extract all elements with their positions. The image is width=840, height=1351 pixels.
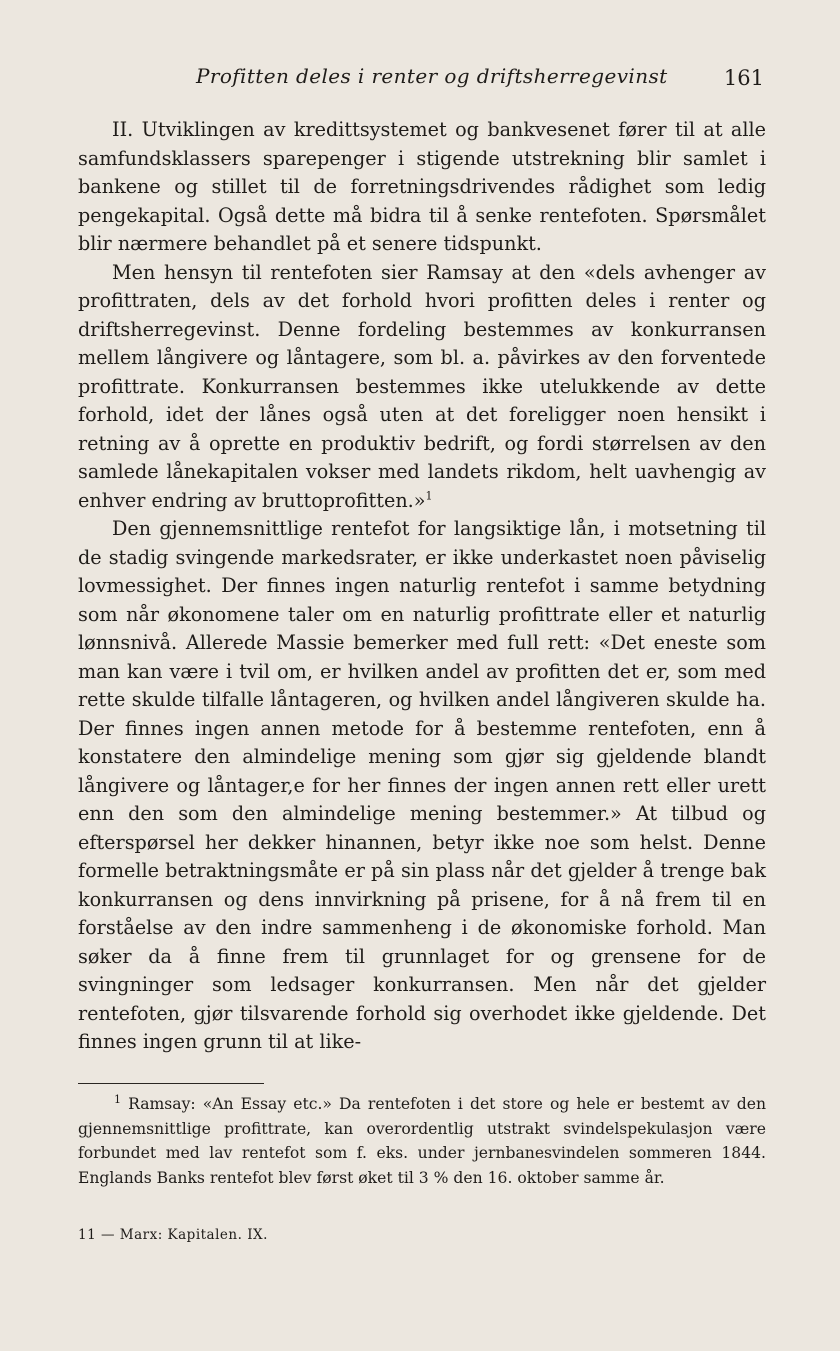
body-text	[78, 116, 766, 1057]
paragraph-3: Den gjennemsnittlige rentefot for langsiktige lån, i motsetning til de stadig svingende markedsrater, er ikke underkastet noen påviselig lovmessighet. Der finnes ingen naturlig rentefot i samme betydning som når økonomene taler om en naturlig profittrate eller et naturlig lønnsnivå. Allerede Massie bemerker med full rett: «Det eneste som man kan være i tvil om, er hvilken andel av profitten det er, som med rette skulde tilfalle låntageren, og hvilken andel långiveren skulde ha. Der finnes ingen annen metode for å bestemme rentefoten, enn å konstatere den almindelige mening som gjør sig gjeldende blandt långivere og låntager,e for her finnes der ingen annen rett eller urett enn den som den almindelige mening bestemmer.» At tilbud og efterspørsel her dekker hinannen, betyr ikke noe som helst. Denne formelle betraktningsmåte er på sin plass når det gjelder å trenge bak konkurransen og dens innvirkning på prisene, for å nå frem til en forståelse av den indre sammenheng i de økonomiske forhold. Man søker da å finne frem til grunnlaget for og grensene for de svingninger som ledsager konkurransen. Men når det gjelder rentefoten, gjør tilsvarende forhold sig overhodet ikke gjeldende. Det finnes ingen grunn til at like-	[78, 517, 766, 1053]
paragraph-2	[78, 259, 766, 516]
footnote-marker: 1	[114, 1092, 121, 1106]
printer-signature: 11 — Marx: Kapitalen. IX.	[78, 1227, 268, 1243]
footnote-reference: 1	[425, 489, 433, 503]
running-title: Profitten deles i renter og driftsherregevinst	[196, 64, 668, 88]
footnote-divider	[78, 1083, 264, 1084]
page-header	[76, 64, 766, 98]
footnote-paragraph	[78, 1092, 766, 1190]
footnote-text: Ramsay: «An Essay etc.» Da rentefoten i det store og hele er bestemt av den gjennemsnittlige profittrate, kan overordentlig utstrakt svindelspekulasjon være forbundet med lav rentefot som f. eks. under jernbanesvindelen sommeren 1844. Englands Banks rentefot blev først øket til 3 % den 16. oktober samme år.	[78, 1095, 767, 1187]
paragraph-2-text: Men hensyn til rentefoten sier Ramsay at den «dels avhenger av profittraten, dels av det forhold hvori profitten deles i renter og driftsherregevinst. Denne fordeling bestemmes av konkurransen mellem långivere og låntagere, som bl. a. påvirkes av den forventede profittrate. Konkurransen bestemmes ikke utelukkende av dette forhold, idet der lånes også uten at det foreligger noen hensikt i retning av å oprette en produktiv bedrift, og fordi størrelsen av den samlede lånekapitalen vokser med landets rikdom, helt uavhengig av enhver endring av bruttoprofitten.»	[78, 260, 766, 512]
page-number: 161	[723, 66, 764, 90]
footnote	[78, 1092, 766, 1190]
paragraph-1: II. Utviklingen av kredittsystemet og bankvesenet fører til at alle samfundsklassers sparepenger i stigende utstrekning blir samlet i bankene og stillet til de forretningsdrivendes rådighet som ledig pengekapital. Også dette må bidra til å senke rentefoten. Spørsmålet blir nærmere behandlet på et senere tidspunkt.	[78, 118, 766, 255]
